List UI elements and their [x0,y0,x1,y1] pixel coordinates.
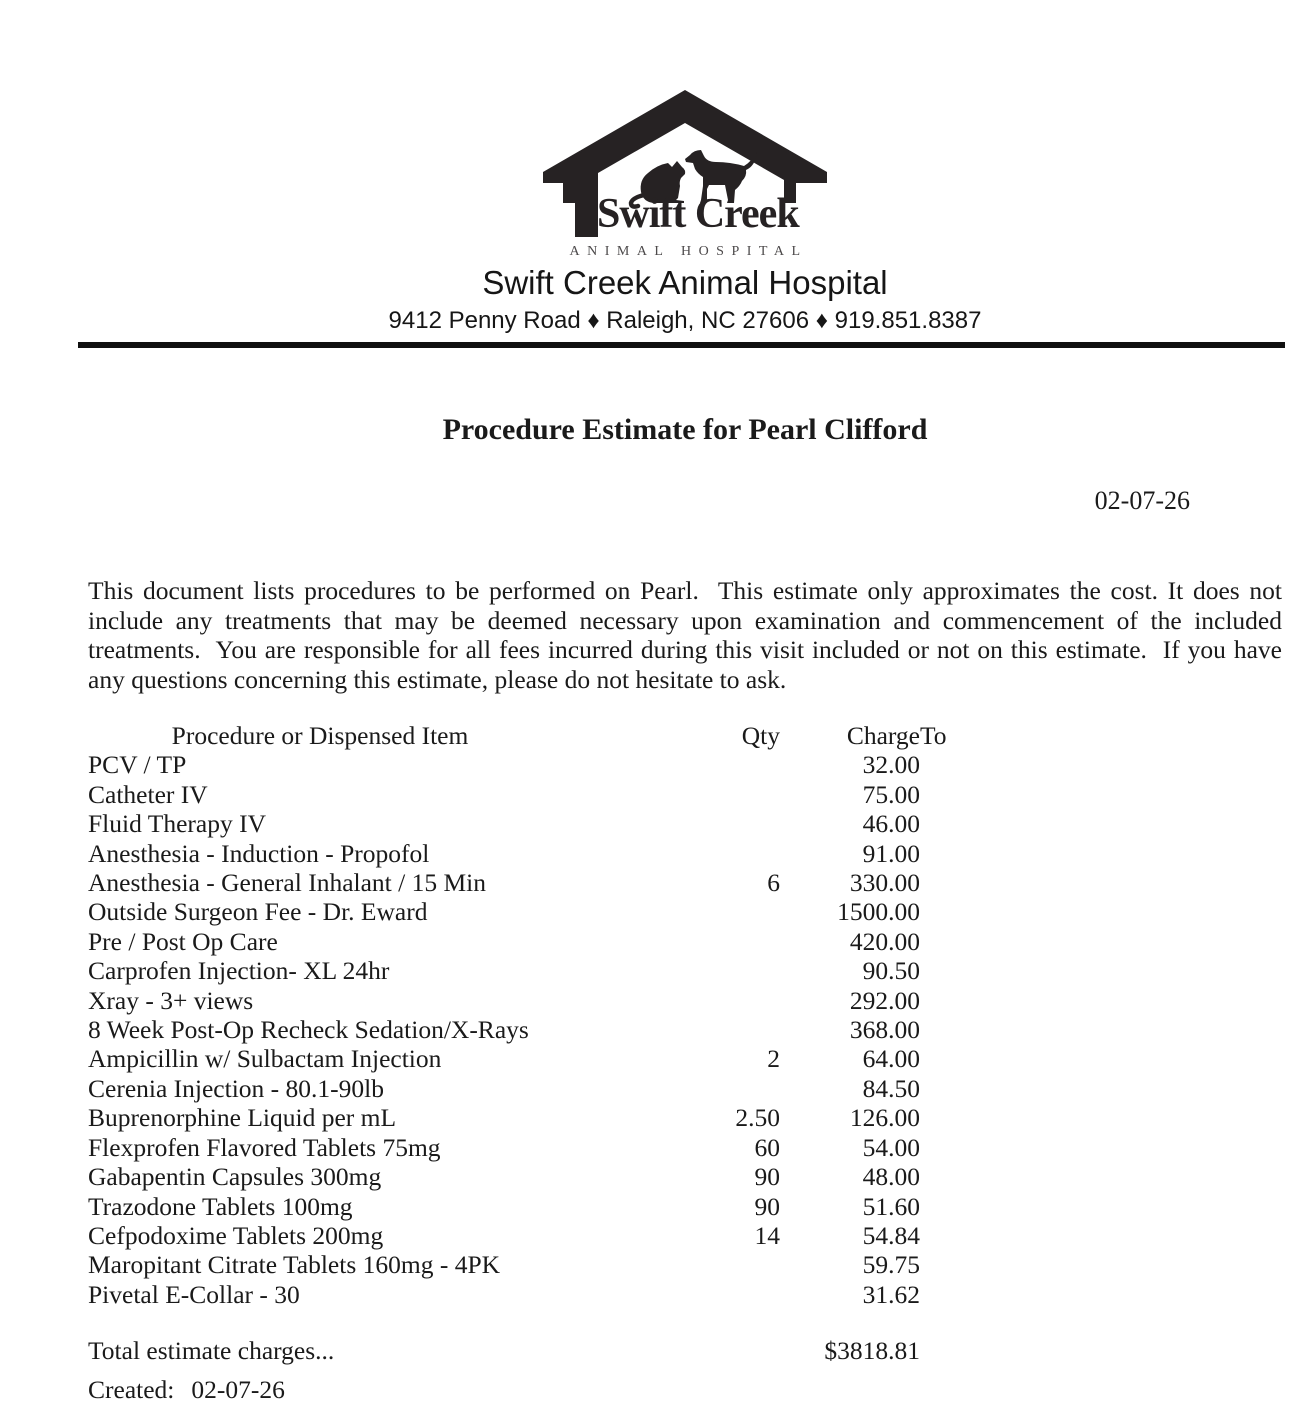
to-cell [920,809,1282,838]
to-cell [920,1280,1282,1309]
qty-cell [552,1015,780,1044]
to-cell [920,1103,1282,1132]
to-cell [920,897,1282,926]
item-cell: Pivetal E-Collar - 30 [88,1279,300,1309]
logo-subtitle: ANIMAL HOSPITAL [569,244,808,259]
to-cell [920,1162,1282,1191]
item-cell: Cerenia Injection - 80.1-90lb [88,1073,384,1103]
table-row [88,750,1282,779]
to-column-header: To [920,721,947,750]
created-row [88,1375,1282,1404]
charge-cell: 32.00 [862,750,920,780]
table-row [88,927,1282,956]
charge-column-header: Charge [846,721,920,750]
table-row [88,809,1282,838]
table-row [88,1015,1282,1044]
charge-cell: 59.75 [862,1250,920,1280]
document-title: Procedure Estimate for Pearl Clifford [442,413,928,446]
qty-cell: 90 [754,1162,780,1192]
total-row [88,1336,1282,1365]
qty-cell: 2 [767,1044,780,1074]
item-cell: Fluid Therapy IV [88,809,267,839]
qty-cell [552,1280,780,1309]
table-row [88,1103,1282,1132]
to-cell [920,1074,1282,1103]
item-cell: Buprenorphine Liquid per mL [88,1103,397,1133]
clinic-logo [535,86,835,264]
table-row [88,868,1282,897]
item-cell: Anesthesia - General Inhalant / 15 Min [88,868,486,898]
charge-cell: 368.00 [849,1015,920,1045]
to-cell [920,1133,1282,1162]
to-cell [920,839,1282,868]
qty-cell [552,839,780,868]
charge-cell: 330.00 [849,868,920,898]
to-cell [920,1192,1282,1221]
table-row [88,897,1282,926]
item-cell: Cefpodoxime Tablets 200mg [88,1220,384,1250]
charge-cell: 90.50 [862,956,920,986]
item-cell: PCV / TP [88,750,187,780]
qty-cell [552,956,780,985]
document-date: 02-07-26 [1094,486,1190,515]
table-row [88,956,1282,985]
header-divider-rule [78,342,1285,348]
to-cell [920,986,1282,1015]
created-date: 02-07-26 [191,1374,285,1404]
org-address: 9412 Penny Road ♦ Raleigh, NC 27606 ♦ 919.851.8387 [388,307,982,334]
total-label: Total estimate charges... [88,1336,335,1366]
charge-cell: 51.60 [862,1191,920,1221]
clinic-logo-graphic [535,86,835,264]
charge-cell: 91.00 [862,838,920,868]
qty-cell [552,780,780,809]
qty-cell: 2.50 [735,1103,780,1133]
qty-cell: 6 [767,868,780,898]
charge-cell: 54.00 [862,1132,920,1162]
item-cell: Xray - 3+ views [88,985,254,1015]
charge-cell: 46.00 [862,809,920,839]
item-cell: Carprofen Injection- XL 24hr [88,956,390,986]
charge-cell: 31.62 [862,1279,920,1309]
table-row [88,1192,1282,1221]
item-column-header: Procedure or Dispensed Item [171,721,469,750]
charge-cell: 292.00 [849,985,920,1015]
qty-cell [552,986,780,1015]
table-row [88,839,1282,868]
qty-cell: 60 [754,1132,780,1162]
created-label: Created: [88,1374,175,1404]
estimate-rows [88,750,1282,1309]
to-cell [920,780,1282,809]
to-cell [920,1250,1282,1279]
qty-cell [552,809,780,838]
table-row [88,1074,1282,1103]
qty-column-header: Qty [741,721,780,750]
table-row [88,1133,1282,1162]
to-cell [920,927,1282,956]
qty-cell: 90 [754,1191,780,1221]
estimate-table-header [88,721,1282,750]
table-row [88,1044,1282,1073]
logo-wordmark: Swift Creek [597,191,799,237]
qty-cell [552,1074,780,1103]
qty-cell [552,1250,780,1279]
qty-cell: 14 [754,1220,780,1250]
charge-cell: 126.00 [849,1103,920,1133]
to-cell [920,750,1282,779]
charge-cell: 420.00 [849,926,920,956]
charge-cell: 54.84 [862,1220,920,1250]
charge-cell: 1500.00 [837,897,920,927]
charge-cell: 48.00 [862,1162,920,1192]
charge-cell: 64.00 [862,1044,920,1074]
table-row [88,1250,1282,1279]
to-cell [920,1015,1282,1044]
table-row [88,986,1282,1015]
qty-cell [552,897,780,926]
qty-cell [552,750,780,779]
table-row [88,1221,1282,1250]
item-cell: Ampicillin w/ Sulbactam Injection [88,1044,442,1074]
item-cell: Outside Surgeon Fee - Dr. Eward [88,897,428,927]
item-cell: Catheter IV [88,779,208,809]
clinic-masthead [88,0,1282,335]
item-cell: 8 Week Post-Op Recheck Sedation/X-Rays [88,1015,529,1045]
item-cell: Maropitant Citrate Tablets 160mg - 4PK [88,1250,501,1280]
table-row [88,780,1282,809]
charge-cell: 84.50 [862,1073,920,1103]
table-row [88,1162,1282,1191]
item-cell: Flexprofen Flavored Tablets 75mg [88,1132,441,1162]
to-cell [920,868,1282,897]
org-name: Swift Creek Animal Hospital [482,264,888,301]
item-cell: Gabapentin Capsules 300mg [88,1162,382,1192]
estimate-table [88,721,1282,1309]
table-row [88,1280,1282,1309]
to-cell [920,1044,1282,1073]
intro-paragraph: This document lists procedures to be performed on Pearl. This estimate only approximates the cost. It does not include any treatments that may be deemed necessary upon examination and commencement of the included treatments. You are responsible for all fees incurred during this visit included or not on this estimate. If you have any questions concerning this estimate, please do not hesitate to ask. [88,576,1289,694]
item-cell: Anesthesia - Induction - Propofol [88,838,430,868]
qty-cell [552,927,780,956]
item-cell: Trazodone Tablets 100mg [88,1191,353,1221]
to-cell [920,1221,1282,1250]
item-cell: Pre / Post Op Care [88,926,278,956]
charge-cell: 75.00 [862,779,920,809]
to-cell [920,956,1282,985]
total-value: $3818.81 [824,1336,920,1366]
